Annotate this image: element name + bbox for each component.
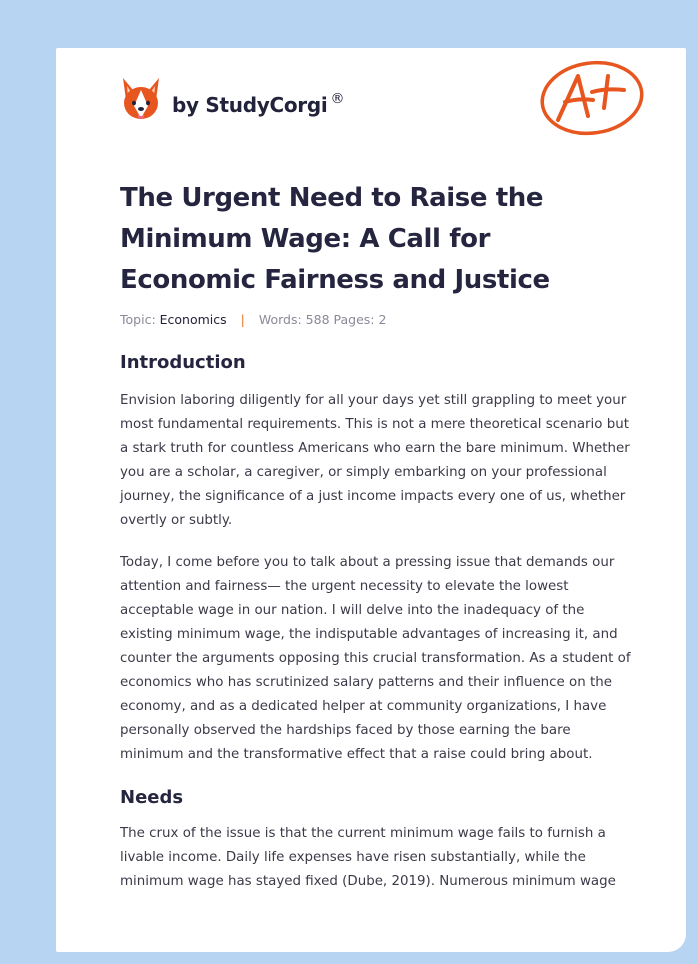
brand-header xyxy=(120,76,344,122)
meta-separator: | xyxy=(240,312,245,327)
corgi-logo-icon xyxy=(120,76,162,122)
brand-name xyxy=(172,91,344,117)
registered-mark: ® xyxy=(330,91,345,107)
topic-label: Topic: xyxy=(120,312,156,327)
document-title: The Urgent Need to Raise the Minimum Wage: A Call for Economic Fairness and Justice xyxy=(120,183,550,295)
page-count: Pages: 2 xyxy=(333,312,387,327)
paragraph: The crux of the issue is that the current minimum wage fails to furnish a livable income. Daily life expenses have risen substantially, while the minimum wage has stayed fixed (Dube, 2019). Numerous minimum wage xyxy=(120,826,616,889)
brand-text: by StudyCorgi xyxy=(172,93,328,117)
word-count: Words: 588 xyxy=(258,312,330,327)
document-page xyxy=(56,48,686,952)
section-heading-introduction: Introduction xyxy=(120,352,246,373)
topic-link[interactable]: Economics xyxy=(159,312,227,327)
paragraph: Today, I come before you to talk about a pressing issue that demands our attention and fairness— the urgent necessity to elevate the lowest acceptable wage in our nation. I will delve into the inadequacy of the existing minimum wage, the indisputable advantages of increasing it, and counter the arguments opposing this crucial transformation. As a student of economics who has scrutinized salary patterns and their influence on the economy, and as a dedicated helper at community organizations, I have personally observed the hardships faced by those earning the bare minimum and the transformative effect that a raise could bring about. xyxy=(120,555,631,762)
document-body xyxy=(120,348,634,894)
document-meta xyxy=(120,312,386,327)
paragraph: Envision laboring diligently for all your days yet still grappling to meet your most fundamental requirements. This is not a mere theoretical scenario but a stark truth for countless Americans who earn the bare minimum. Whether you are a scholar, a caregiver, or simply embarking on your professional journey, the significance of a just income impacts every one of us, whether overtly or subtly. xyxy=(120,393,630,528)
a-plus-grade-icon xyxy=(538,58,648,140)
section-heading-needs: Needs xyxy=(120,787,184,808)
